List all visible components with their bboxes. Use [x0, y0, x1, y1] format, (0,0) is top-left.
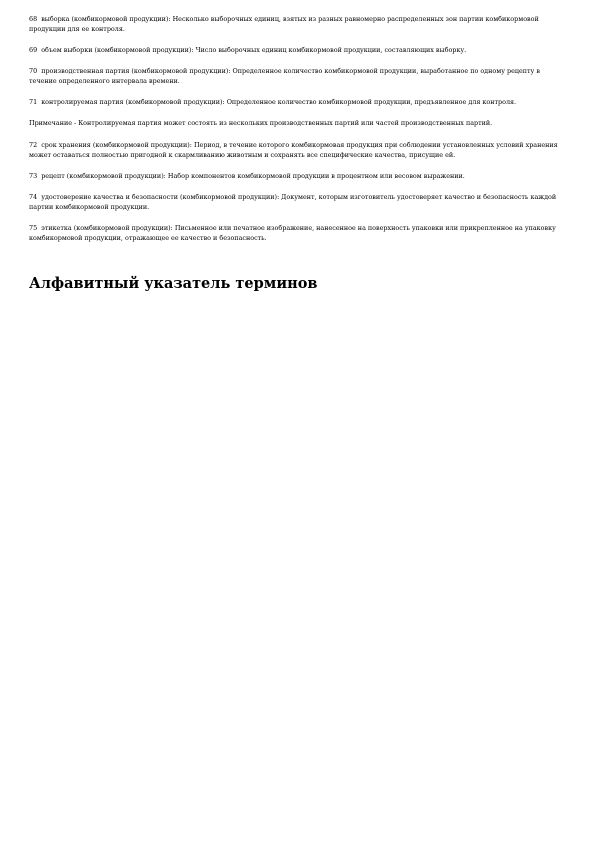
term-definition: Определенное количество комбикормовой продукции, выработанное по одному рецепту в течение определенного интервала времени. — [29, 67, 540, 85]
term-entry-68 — [29, 14, 567, 34]
section-heading: Алфавитный указатель терминов — [29, 275, 318, 292]
term-name: производственная партия (комбикормовой продукции): — [41, 67, 231, 75]
term-number: 69 — [29, 46, 38, 54]
term-number: 72 — [29, 141, 38, 149]
term-definition: Письменное или печатное изображение, нанесенное на поверхность упаковки или прикрепленное на упаковку комбикормовой продукции, отражающее ее качество и безопасность. — [29, 224, 556, 242]
term-definition: Число выборочных единиц комбикормовой продукции, составляющих выборку. — [195, 46, 467, 54]
term-name: объем выборки (комбикормовой продукции): — [41, 46, 194, 54]
document-content — [29, 14, 567, 293]
term-entry-73 — [29, 171, 567, 181]
term-number: 68 — [29, 15, 38, 23]
note-paragraph: Примечание - Контролируемая партия может состоять из нескольких производственных партий или частей производственных партий. — [29, 119, 493, 127]
term-name: выборка (комбикормовой продукции): — [41, 15, 171, 23]
term-name: контролируемая партия (комбикормовой продукции): — [41, 98, 225, 106]
term-entry-69 — [29, 45, 567, 55]
term-number: 75 — [29, 224, 38, 232]
term-entry-74 — [29, 192, 567, 212]
term-definition: Период, в течение которого комбикормовая продукция при соблюдении установленных условий хранения может оставаться полностью пригодной к скармливанию животным и сохранять все специфические качества, присущие ей. — [29, 141, 558, 159]
term-entry-75 — [29, 223, 567, 243]
term-entry-72 — [29, 140, 567, 160]
term-name: срок хранения (комбикормовой продукции): — [41, 141, 192, 149]
term-entry-70 — [29, 66, 567, 86]
term-name: удостоверение качества и безопасности (комбикормовой продукции): — [41, 193, 280, 201]
term-name: рецепт (комбикормовой продукции): — [41, 172, 166, 180]
term-entry-71 — [29, 97, 567, 107]
term-number: 70 — [29, 67, 38, 75]
term-number: 73 — [29, 172, 38, 180]
term-definition: Несколько выборочных единиц, взятых из разных равномерно распределенных зон партии комбикормовой продукции для ее контроля. — [29, 15, 539, 33]
term-definition: Документ, которым изготовитель удостоверяет качество и безопасность каждой партии комбикормовой продукции. — [29, 193, 557, 211]
term-name: этикетка (комбикормовой продукции): — [41, 224, 173, 232]
term-number: 74 — [29, 193, 38, 201]
term-number: 71 — [29, 98, 38, 106]
term-definition: Определенное количество комбикормовой продукции, предъявленное для контроля. — [226, 98, 517, 106]
term-definition: Набор компонентов комбикормовой продукции в процентном или весовом выражении. — [167, 172, 465, 180]
